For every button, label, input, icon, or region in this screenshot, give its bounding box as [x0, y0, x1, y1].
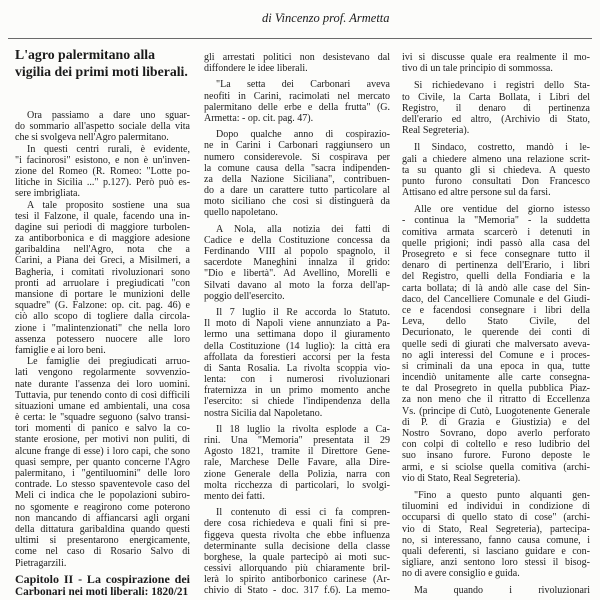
text-line: "Fino a questo punto alquanti gen-: [414, 489, 590, 501]
text-line: ta su quanto gli si chiedeva. A questo: [402, 164, 590, 176]
text-line: Pietragarzili.: [15, 557, 67, 569]
text-line: mansione di portare le munizioni delle: [15, 289, 190, 300]
text-line: denaro di pertinenza dell'Erario, i libri: [402, 260, 590, 272]
paragraph: [204, 52, 390, 74]
text-line: daco, del Cancelliere Comunale e del Giudi-: [402, 293, 590, 305]
text-line: A Nola, alla notizia dei fatti di: [216, 223, 390, 235]
column-body: [402, 52, 590, 597]
text-line: ce e facendosi consegnare i libri della: [402, 304, 590, 316]
text-line: stante erosione, per motivi non puliti, di: [15, 434, 190, 446]
text-line: è certa: le "squadre seguono (salvo transi-: [15, 412, 190, 424]
text-line: assenza potessero nuocere alle loro: [15, 333, 190, 345]
paragraph: [15, 200, 190, 357]
text-line: di Santa Rosalia. La rivolta scoppia vio-: [204, 362, 390, 374]
text-line: Si richiedevano i registri dello Sta-: [414, 80, 590, 92]
paragraph: [204, 307, 390, 419]
text-line: lermo una settimana dopo il giuramento: [204, 329, 390, 341]
text-line: squadre" (G. Falzone: op. cit. pag. 46) e: [15, 300, 190, 312]
text-line: chivio di Stato - doc. 317 f.6). La memo-: [204, 585, 390, 597]
text-line: quasi sempre, per quanto concerne l'Agro: [15, 456, 190, 468]
text-line: In questi centri rurali, è evidente,: [27, 143, 190, 155]
text-line: palermitano, i "gentiluomini" delle loro: [15, 468, 190, 479]
text-line: carta bollata; di là andò alle case del Sin-: [402, 282, 590, 294]
text-line: Il 7 luglio il Re accorda lo Statuto.: [216, 306, 390, 318]
text-line: quali deferenti, si lasciano guidare e con-: [402, 545, 590, 557]
column-body: [204, 52, 390, 597]
text-line: cessivi allorquando più chiaramente bril-: [204, 563, 390, 575]
text-line: no, si interessano, fanno causa comune, i: [402, 534, 590, 546]
text-line: vio di Stato, Real Segreteria), partecipa-: [402, 523, 590, 535]
text-line: te dal Prosegreto in quella pubblica Piaz-: [402, 383, 590, 395]
text-line: Armetta: - op. cit. pag. 47).: [204, 112, 314, 124]
text-line: sere imbrigliata.: [15, 188, 80, 200]
text-line: dell'erario ed altro, (Archivio di Stato,: [402, 113, 590, 125]
paragraph: [15, 144, 190, 200]
text-line: Vs. (principe di Cutò, Luogotenente Generale: [402, 405, 590, 417]
text-line: l'esercito: si chiede l'indipendenza della: [204, 396, 390, 408]
paragraph: [204, 224, 390, 302]
text-line: lerà lo spirito antiborbonico carinese (Ar-: [204, 574, 390, 586]
text-line: tori momenti di panico e salvo la co-: [15, 423, 190, 435]
text-line: za della Nazione Siciliana", contribuen-: [204, 173, 390, 185]
text-line: famiglie e ai loro beni.: [15, 344, 106, 356]
text-line: poggio dell'esercito.: [204, 290, 285, 302]
text-line: Il Sindaco, costretto, mandò i le-: [414, 142, 590, 154]
text-line: gli arrestati politici non desistevano dal: [204, 52, 390, 63]
text-line: Attisano ed altre persone sul da farsi.: [402, 187, 551, 199]
paragraph: [15, 110, 190, 144]
text-line: incendiò unitamente alle carte consegna-: [402, 372, 590, 384]
text-line: affollata da forestieri accorsi per la festa: [204, 351, 390, 363]
paragraph: [402, 585, 590, 596]
text-line: nate durante l'assenza dei loro uomini.: [15, 378, 190, 390]
text-line: ultimi si presentarono energicamente,: [15, 535, 190, 547]
text-line: no agli interessi del Comune e i proces-: [402, 349, 590, 361]
text-line: Registro, il denaro di pertinenza: [402, 102, 590, 114]
text-line: Leva, dello Stato Civile, del: [402, 316, 590, 328]
paragraph: [15, 356, 190, 569]
text-line: litiche in Sicilia ..." p.127). Però può es-: [15, 177, 190, 189]
text-line: ivi si discusse quale era realmente il mo-: [402, 52, 590, 63]
text-line: Tuttavia, pur tenendo conto di così difficili: [15, 389, 190, 401]
text-line: occuparsi di quello stato di cose" (archi-: [402, 512, 590, 524]
text-line: Silvati davano al moto la forza dell'ap-: [204, 279, 390, 291]
text-line: come nel caso di Rosario Salvo di: [15, 546, 190, 558]
paragraph: [204, 507, 390, 597]
chapter-heading-line: Capitolo II - La cospirazione dei: [15, 573, 190, 586]
text-line: quelle sedi di giurati che malversato aveva-: [402, 338, 590, 350]
text-line: "Dio e libertà". Ad Avellino, Morelli e: [204, 268, 390, 280]
text-line: "La setta dei Carbonari aveva: [216, 79, 390, 91]
chapter-heading: [15, 573, 190, 598]
text-line: tiluomini ed individui in condizione di: [402, 501, 590, 513]
text-line: nostra Sicilia dal Napoletano.: [204, 407, 323, 419]
text-line: zione Generale della Polizia, narra con: [204, 468, 390, 480]
text-line: Meli ci indica che le popolazioni subiro-: [15, 490, 190, 502]
text-line: rale, Marchese Delle Favare, alla Dire-: [204, 457, 390, 469]
paragraph: [204, 129, 390, 219]
text-line: do a dare un carattere tutto particolare al: [204, 185, 390, 197]
text-line: "i facinorosi" esistono, e non è un'inven-: [15, 154, 190, 166]
text-line: si criminali da una epoca in qua, tutte: [402, 360, 590, 372]
author-byline: di Vincenzo prof. Armetta: [262, 11, 390, 25]
text-line: Dopo qualche anno di cospirazio-: [216, 129, 390, 141]
paragraph: [402, 80, 590, 136]
text-line: no di avere consiglio e guida.: [402, 568, 520, 580]
text-line: borghese, la quale partecipò ai moti suc-: [204, 551, 390, 563]
text-line: comitiva armata scarcerò i detenuti in: [402, 226, 590, 238]
text-line: di P. di Grazia e Giustizia) e del: [402, 416, 590, 428]
title-line: vigilia dei primi moti liberali.: [15, 64, 188, 79]
text-line: rini. Una "Memoria" presentata il 29: [204, 435, 390, 446]
text-line: gali a chiedere almeno una relazione scrit-: [402, 153, 590, 165]
paragraph: [402, 490, 590, 580]
text-line: numero considerevole. Si cospirava per: [204, 151, 390, 163]
text-line: zione del Romeo (R. Romeo: "Lotte po-: [15, 165, 190, 177]
paragraph: [402, 52, 590, 74]
text-line: della dittatura garibaldina quando questi: [15, 523, 190, 535]
text-line: contrade. Lo stesso spaventevole caso del: [15, 479, 190, 491]
text-line: non mancando di affiancarsi agli organi: [15, 512, 190, 524]
text-line: Ma quando i rivoluzionari: [414, 585, 590, 597]
text-line: sigliare, anzi sentono loro stessi il bisog-: [402, 557, 590, 569]
column-middle: [204, 52, 390, 597]
text-line: del Registro, quelli della Fondiaria e la: [402, 271, 590, 283]
text-line: Le famiglie dei pregiudicati arruo-: [27, 356, 190, 368]
text-line: pronti ad arruolare i pregiudicati "con: [15, 277, 190, 289]
text-line: determinante sulla decisione della classe: [204, 540, 390, 552]
text-line: con colpi di coltello e reso ludibrio del: [402, 439, 590, 451]
text-line: neofiti in Carini, racimolati nel mercato: [204, 90, 390, 102]
text-line: za antiborbonica e di maggiore adesione: [15, 233, 190, 245]
text-line: no sgomente e reagirono come poterono: [15, 501, 190, 513]
text-line: moto siciliano che così si distinguerà da: [204, 196, 390, 208]
text-line: che si svolgeva nell'Agro palermitano.: [15, 132, 169, 144]
text-line: Agosto 1821, tramite il Direttore Gene-: [204, 446, 390, 458]
text-line: Cadice e della Costituzione concessa da: [204, 234, 390, 246]
column-right: [402, 52, 590, 597]
text-line: Alle ore ventidue del giorno istesso: [414, 204, 590, 216]
text-line: ciò allo scopo di togliere dalla circola-: [15, 311, 190, 323]
text-line: vio di Stato, Real Segreteria).: [402, 472, 521, 484]
header-rule: [8, 38, 592, 39]
chapter-heading-line: Carbonari nei moti liberali: 1820/21: [15, 585, 189, 598]
text-line: garibaldina nell'Agro, nota che a: [15, 244, 190, 256]
text-line: Ora passiamo a dare uno sguar-: [27, 110, 190, 121]
column-left: [15, 46, 190, 598]
paragraph: [204, 424, 390, 502]
text-line: quello napoletano.: [204, 207, 278, 219]
text-line: suo insano furore. Furono deposte le: [402, 450, 590, 462]
text-line: A tale proposito sostiene una sua: [27, 199, 190, 211]
text-line: situazioni umane ed ambientali, una cosa: [15, 400, 190, 412]
text-line: lenta: con i numerosi rivoluzionari: [204, 374, 390, 386]
text-line: diffondere le idee liberali.: [204, 63, 308, 75]
text-line: quelle prigioni; indi passò alla casa del: [402, 237, 590, 249]
text-line: mento dei fatti.: [204, 490, 265, 502]
text-line: molta ricchezza di particolari, lo svolgi-: [204, 479, 390, 491]
text-line: della Costituzione (14 luglio): la città era: [204, 340, 390, 352]
text-line: dagine sui periodi di maggiore turbolen-: [15, 221, 190, 233]
text-line: Prosegreto e si fece consegnare tutto il: [402, 249, 590, 260]
text-line: Nostro Sovrano, dopo averlo perforato: [402, 428, 590, 439]
text-line: tivo di un tale principio di sommossa.: [402, 63, 553, 75]
text-line: zione i "malintenzionati" che nella loro: [15, 322, 190, 334]
text-line: dere cosa richiedeva e quali fini si pre-: [204, 518, 390, 530]
text-line: punto furono consultati Don Francesco: [402, 175, 590, 187]
text-line: Il contenuto di essi ci fa compren-: [216, 507, 390, 519]
text-line: Ferdinando VIII al popolo spagnolo, il: [204, 246, 390, 257]
title-line: L'agro palermitano alla: [15, 47, 156, 62]
text-line: fraternizza in un primo momento anche: [204, 385, 390, 397]
text-line: Il 18 luglio la rivolta esplode a Ca-: [216, 423, 390, 435]
text-line: Carini, a Piana dei Greci, a Misilmeri, a: [15, 255, 190, 267]
text-line: alcune frange di esse) i loro capi, che sono: [15, 445, 190, 457]
text-line: armi, e si sciolse quella comitiva (archi-: [402, 461, 590, 473]
text-line: Real Segreteria).: [402, 125, 470, 137]
paragraph: [402, 204, 590, 484]
text-line: - continua la "Memoria" - la suddetta: [402, 215, 590, 227]
text-line: Bagheria, i comitati rivoluzionari sono: [15, 266, 190, 278]
text-line: ne in Carini i Carbonari raggiunsero un: [204, 140, 390, 152]
text-line: Il moto di Napoli viene annunziato a Pa-: [204, 318, 390, 330]
article-title: [15, 46, 190, 80]
column-body: [15, 110, 190, 569]
text-line: lati vengono regolarmente sovvenzio-: [15, 367, 190, 379]
text-line: la comune causa della "sacra indipenden-: [204, 162, 390, 174]
text-line: Decurionato, le querende dei conti di: [402, 327, 590, 339]
text-line: za non meno che il ritratto di Eccellenza: [402, 394, 590, 406]
text-line: to Civile, la Carta Bollata, i Libri del: [402, 91, 590, 103]
text-line: palermitano delle erbe e della frutta" (G.: [204, 101, 390, 113]
text-line: sacerdote Maneghini innalza il grido:: [204, 257, 390, 269]
text-line: figgeva questa rivolta che ebbe influenza: [204, 529, 390, 541]
text-line: tesi il Falzone, il quale, facendo una in-: [15, 210, 190, 222]
paragraph: [204, 79, 390, 124]
paragraph: [402, 142, 590, 198]
text-line: do sommario all'aspetto sociale della vita: [15, 121, 190, 133]
